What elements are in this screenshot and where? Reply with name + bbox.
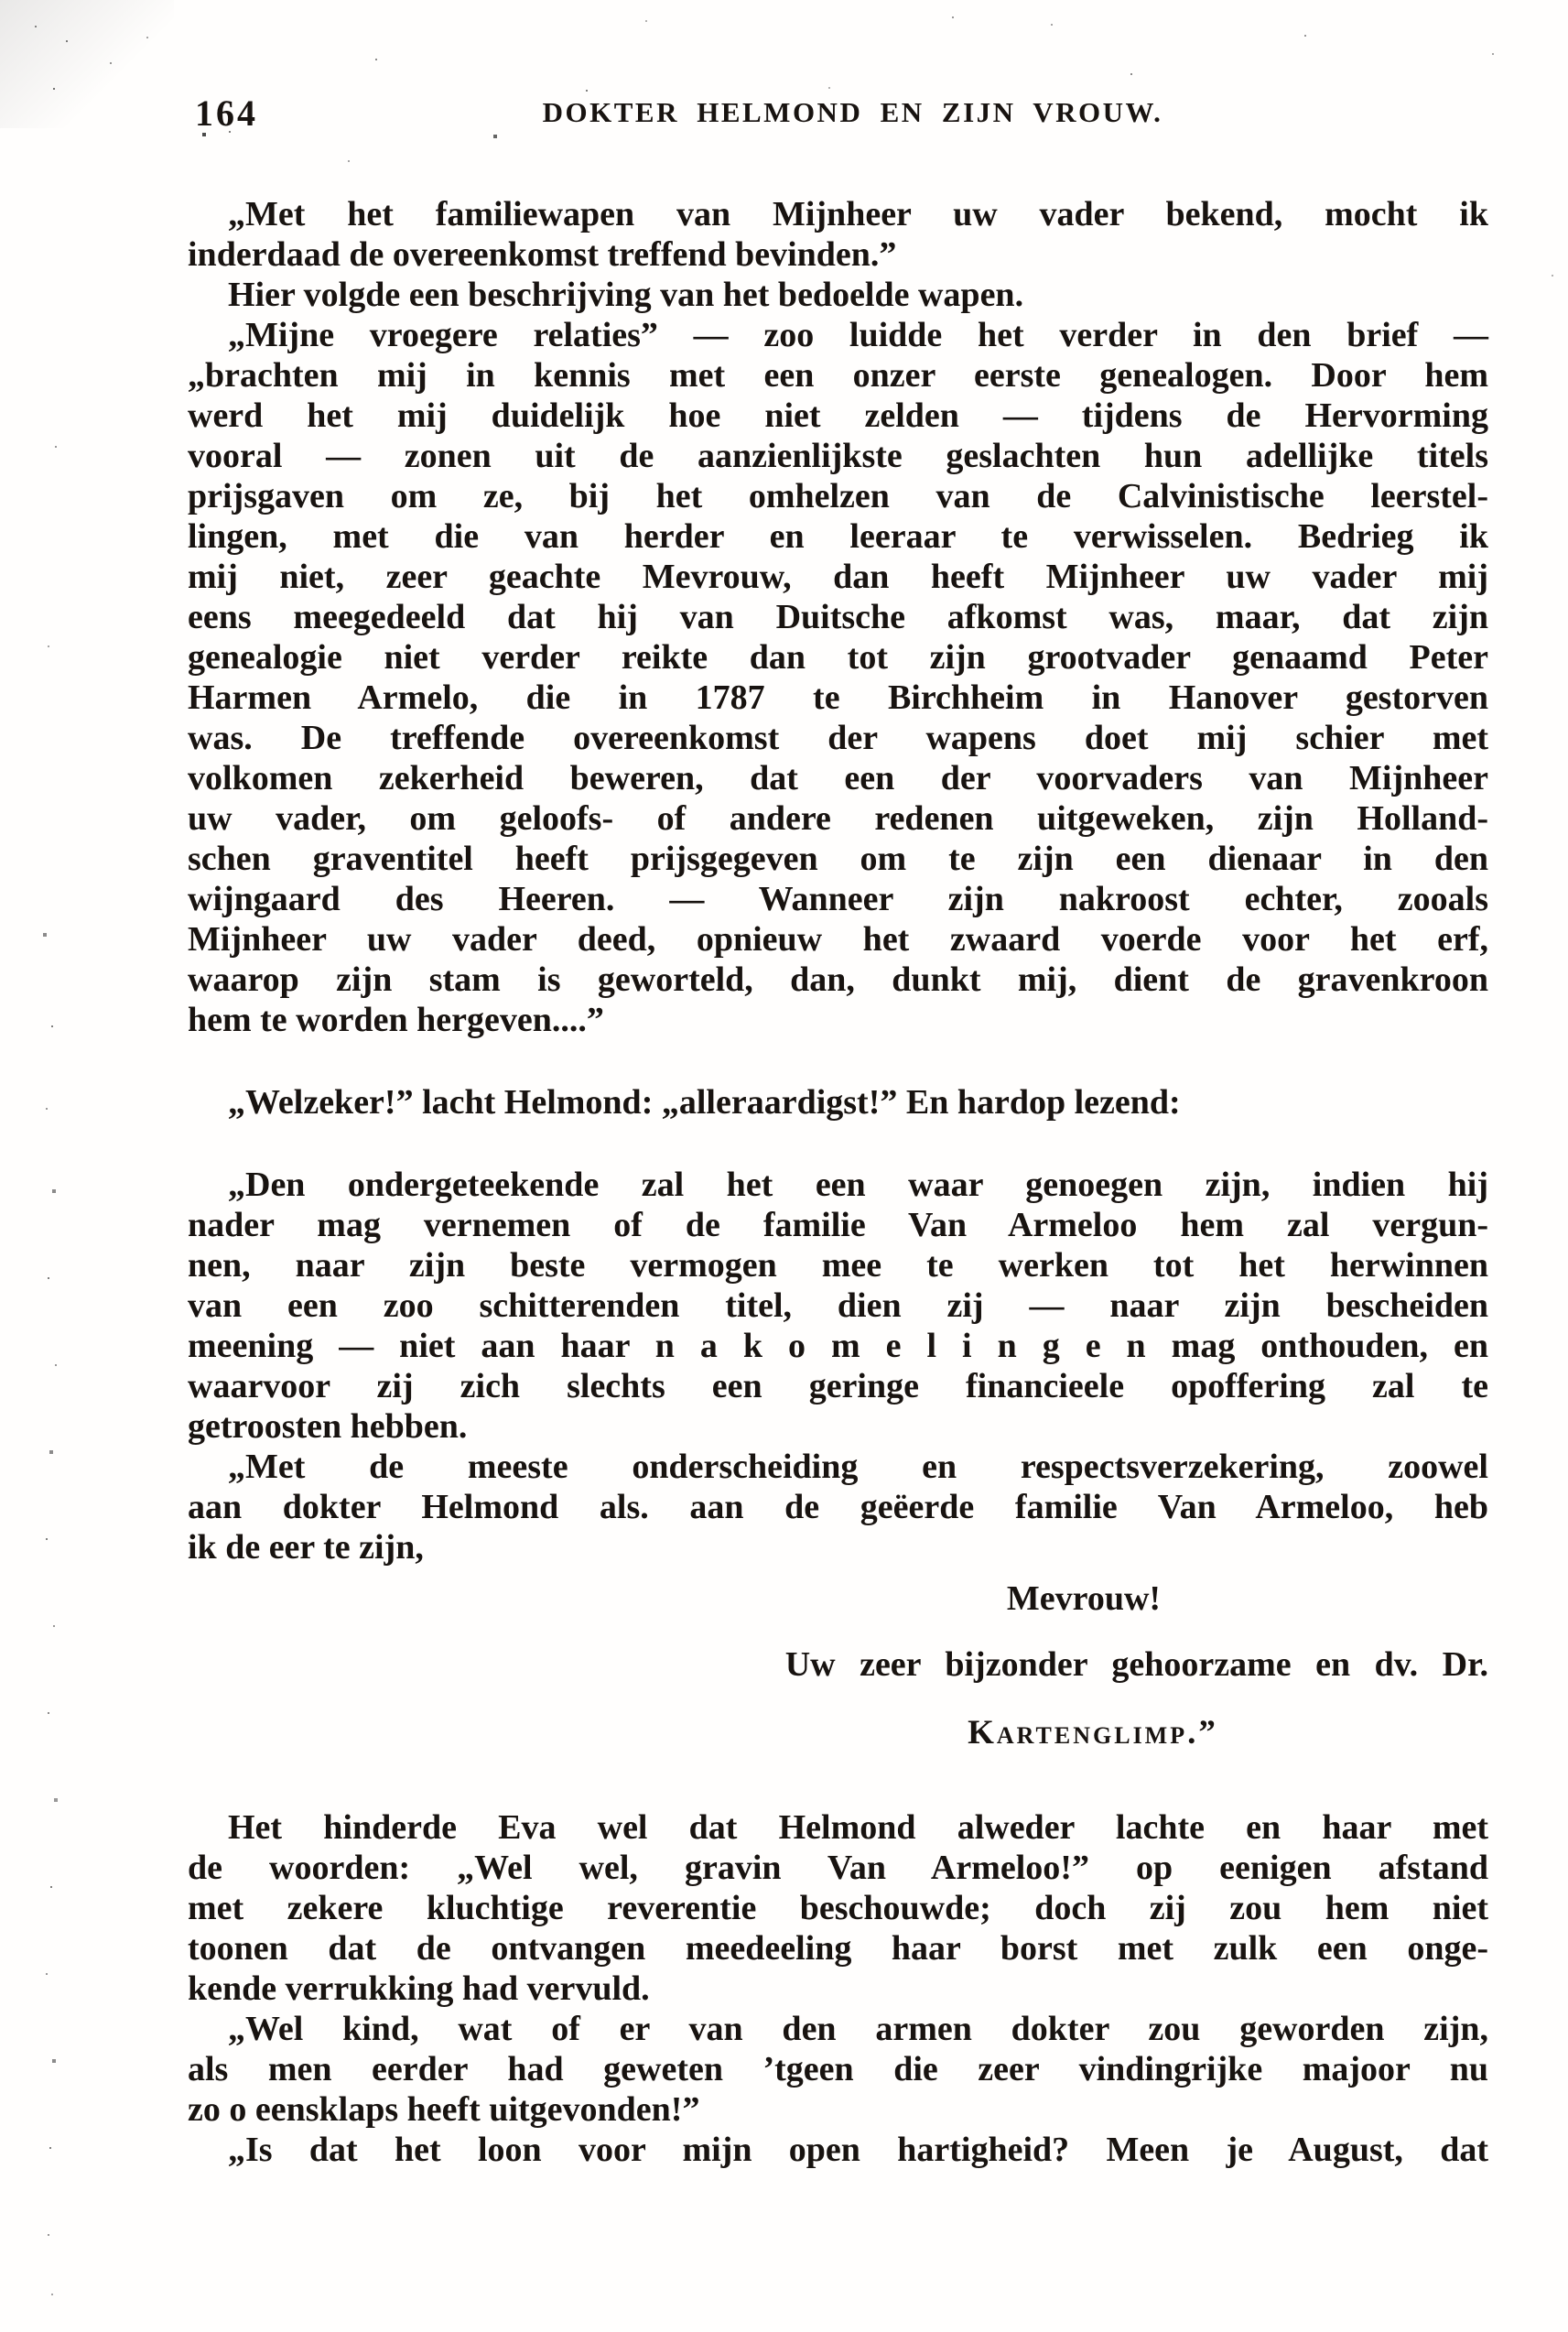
page-header (188, 90, 1488, 136)
text-line: Het hinderde Eva wel dat Helmond alweder lachte en haar met (228, 1808, 1488, 1847)
text-line: werd het mij duidelijk hoe niet zelden — tijdens de Hervorming (188, 396, 1488, 435)
text-line: van een zoo schitterenden titel, dien zij — naar zijn bescheiden (188, 1286, 1488, 1325)
text-line: meening — niet aan haar n a k o m e l i n g e n mag onthouden, en (188, 1327, 1488, 1365)
text-line: als men eerder had geweten ’tgeen die zeer vindingrijke majoor nu (188, 2050, 1488, 2088)
text-line: vooral — zonen uit de aanzienlijkste geslachten hun adellijke titels (188, 437, 1488, 475)
text-line: Mijnheer uw vader deed, opnieuw het zwaard voerde voor het erf, (188, 920, 1488, 959)
text-line: waarop zijn stam is geworteld, dan, dunkt mij, dient de gravenkroon (188, 960, 1488, 999)
text-line: uw vader, om geloofs- of andere redenen uitgeweken, zijn Holland- (188, 799, 1488, 838)
text-line: met zekere kluchtige reverentie beschouwde; doch zij zou hem niet (188, 1889, 1488, 1927)
text-line: ik de eer te zijn, (188, 1528, 424, 1567)
text-line: genealogie niet verder reikte dan tot zijn grootvader genaamd Peter (188, 638, 1488, 677)
page-text (188, 194, 1488, 2170)
text-line: eens meegedeeld dat hij van Duitsche afkomst was, maar, dat zijn (188, 598, 1488, 636)
text-line: nen, naar zijn beste vermogen mee te werken tot het herwinnen (188, 1246, 1488, 1285)
letter-signature: Kartenglimp.” (968, 1714, 1218, 1752)
text-line: toonen dat de ontvangen meedeeling haar borst met zulk een onge- (188, 1929, 1488, 1968)
text-line: „Met de meeste onderscheiding en respectsverzekering, zoowel (228, 1448, 1488, 1486)
text-line: zo o eensklaps heeft uitgevonden!” (188, 2090, 700, 2129)
narrative-text (188, 1807, 1488, 2170)
text-line: „Den ondergeteekende zal het een waar genoegen zijn, indien hij (228, 1166, 1488, 1204)
text-line: lingen, met die van herder en leeraar te verwisselen. Bedrieg ik (188, 517, 1488, 556)
text-line: prijsgaven om ze, bij het omhelzen van de Calvinistische leerstel- (188, 477, 1488, 515)
page-number: 164 (195, 92, 258, 134)
text-line: getroosten hebben. (188, 1407, 468, 1446)
text-line: „Mijne vroegere relaties” — zoo luidde het verder in den brief — (228, 316, 1488, 354)
text-line: Harmen Armelo, die in 1787 te Birchheim in Hanover gestorven (188, 678, 1488, 717)
letter-salutation: Mevrouw! (1006, 1579, 1162, 1618)
text-line: was. De treffende overeenkomst der wapens doet mij schier met (188, 719, 1488, 757)
text-line: wijngaard des Heeren. — Wanneer zijn nakroost echter, zooals (188, 880, 1488, 918)
text-line: inderdaad de overeenkomst treffend bevinden.” (188, 235, 897, 274)
text-line: kende verrukking had vervuld. (188, 1969, 650, 2008)
text-line: „Welzeker!” lacht Helmond: „alleraardigst!” En hardop lezend: (228, 1083, 1181, 1122)
text-line: Hier volgde een beschrijving van het bedoelde wapen. (228, 276, 1024, 314)
text-line: hem te worden hergeven....” (188, 1001, 604, 1039)
text-line: schen graventitel heeft prijsgegeven om te zijn een dienaar in den (188, 840, 1488, 878)
text-line: waarvoor zij zich slechts een geringe financieele opoffering zal te (188, 1367, 1488, 1405)
letter-text (188, 194, 1488, 1567)
text-line: volkomen zekerheid beweren, dat een der voorvaders van Mijnheer (188, 759, 1488, 797)
scan-noise (0, 0, 2, 2)
text-line: „Wel kind, wat of er van den armen dokter zou geworden zijn, (228, 2010, 1488, 2048)
text-line: „brachten mij in kennis met een onzer eerste genealogen. Door hem (188, 356, 1488, 395)
running-title: DOKTER HELMOND EN ZIJN VROUW. (542, 96, 1163, 128)
scan-smudge (0, 0, 174, 128)
text-line: nader mag vernemen of de familie Van Armeloo hem zal vergun- (188, 1206, 1488, 1244)
text-line: aan dokter Helmond als. aan de geëerde familie Van Armeloo, heb (188, 1488, 1488, 1526)
text-line: „Met het familiewapen van Mijnheer uw vader bekend, mocht ik (228, 195, 1488, 233)
text-line: „Is dat het loon voor mijn open hartigheid? Meen je August, dat (228, 2131, 1488, 2169)
letter-signoff: Uw zeer bijzonder gehoorzame en dv. Dr. (784, 1645, 1488, 1684)
text-line: de woorden: „Wel wel, gravin Van Armeloo!” op eenigen afstand (188, 1849, 1488, 1887)
text-line: mij niet, zeer geachte Mevrouw, dan heeft Mijnheer uw vader mij (188, 558, 1488, 596)
